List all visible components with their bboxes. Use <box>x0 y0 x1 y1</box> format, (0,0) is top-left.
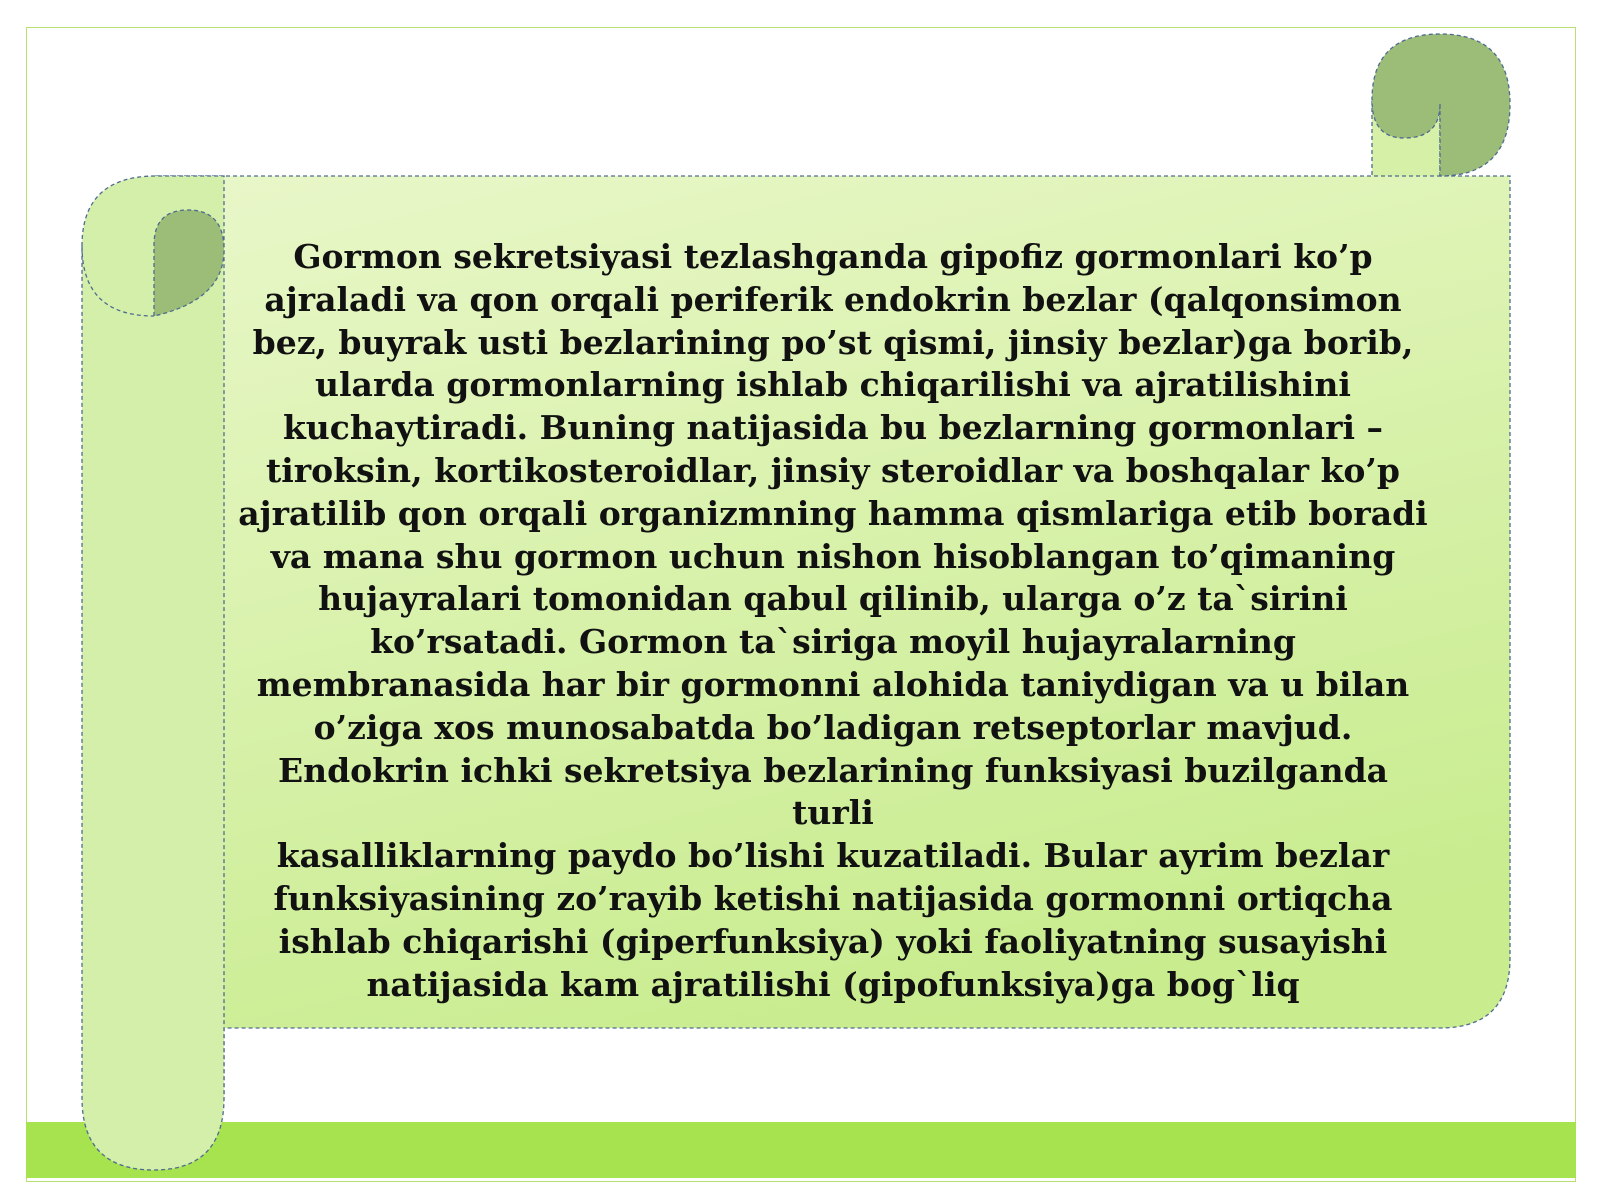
scroll-body-text: Gormon sekretsiyasi tezlashganda gipofiz gormonlari ko’p ajraladi va qon orqali periferik endokrin bezlar (qalqonsimon bez, buyrak usti bezlarining po’st qismi, jinsiy bezlar)ga borib, ularda gormonlarning ishlab chiqarilishi va ajratilishini kuchaytiradi. Buning natijasida bu bezlarning gormonlari – tiroksin, kortikosteroidlar, jinsiy steroidlar va boshqalar ko’p ajratilib qon orqali organizmning hamma qismlariga etib boradi va mana shu gormon uchun nishon hisoblangan to’qimaning hujayralari tomonidan qabul qilinib, ularga o’z ta`sirini ko’rsatadi. Gormon ta`siriga moyil hujayralarning membranasida har bir gormonni alohida taniydigan va u bilan o’ziga xos munosabatda bo’ladigan retseptorlar mavjud. Endokrin ichki sekretsiya bezlarining funksiyasi buzilganda turli kasalliklarning paydo bo’lishi kuzatiladi. Bular ayrim bezlar funksiyasining zo’rayib ketishi natijasida gormonni ortiqcha ishlab chiqarishi (giperfunksiya) yoki faoliyatning susayishi natijasida kam ajratilishi (gipofunksiya)ga bog`liq <box>238 237 1428 1004</box>
scroll-left-roll <box>82 176 224 1170</box>
